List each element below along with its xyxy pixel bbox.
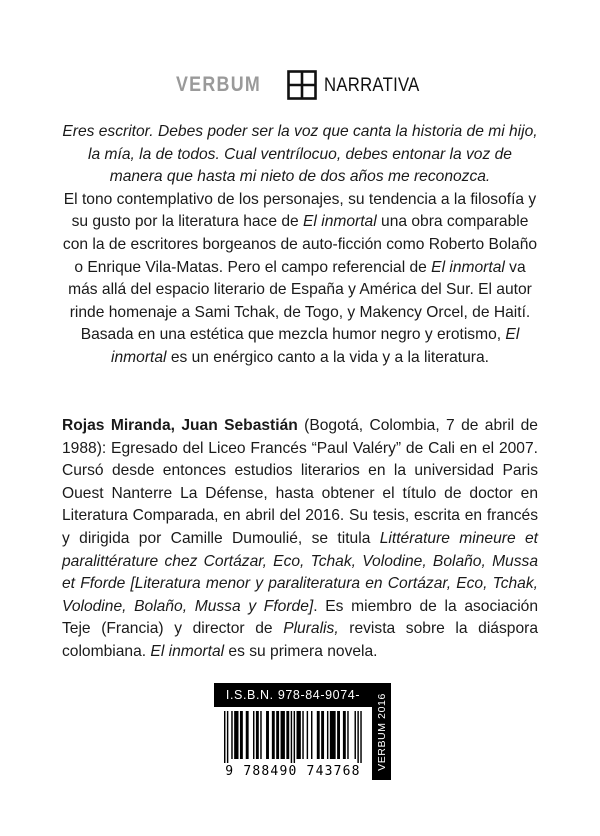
barcode-bar — [227, 711, 228, 763]
blurb-text: va más allá del espacio literario de España y América del Sur. El autor rinde homenaje a Sami Tchak, de Togo, y Makency Orcel, de Haití. — [68, 258, 532, 321]
barcode-bar — [355, 711, 356, 759]
barcode-bar — [256, 711, 259, 759]
collection-name: NARRATIVA — [324, 75, 420, 96]
barcode-bars — [220, 711, 366, 763]
barcode-bar — [347, 711, 348, 759]
barcode-bar — [234, 711, 238, 759]
barcode-bar — [357, 711, 358, 763]
publisher-year-text: VERBUM 2016 — [375, 692, 388, 771]
bio-text: revista sobre la diáspora colombiana. — [62, 620, 538, 660]
barcode-bar — [286, 711, 289, 759]
barcode-bar — [253, 711, 254, 759]
barcode-bar — [360, 711, 361, 763]
barcode-bar — [321, 711, 324, 759]
author-bio — [62, 415, 538, 664]
barcode-bar — [266, 711, 269, 759]
barcode-bar — [260, 711, 261, 759]
blurb-paragraph-2 — [62, 189, 538, 325]
author-name: Rojas Miranda, Juan Sebastián — [62, 417, 298, 434]
window-grid-icon — [287, 70, 317, 100]
blurb-text: una obra comparable con la de escritores borgeanos de auto-ficción como Roberto Bolaño o Enrique Vila-Matas. Pero el campo referencial de — [62, 213, 538, 276]
bio-paragraph — [62, 415, 538, 664]
barcode-bar — [272, 711, 275, 759]
back-cover-blurb — [62, 121, 538, 370]
barcode-bar — [337, 711, 340, 759]
blurb-paragraph-3 — [62, 324, 538, 369]
publisher-year-label — [372, 683, 391, 780]
magazine-title: Pluralis, — [283, 620, 339, 638]
bio-text: . Es miembro de la asociación Teje (Francia) y director de — [62, 597, 539, 638]
barcode-bar — [343, 711, 346, 759]
thesis-title: Littérature mineure et paralittérature chez Cortázar, Eco, Tchak, Volodine, Bolaño, Mussa et Fforde [Literatura menor y paraliteratura en Cortázar, Eco, Tchak, Volodine, Bolaño, Mussa y Fforde] — [62, 529, 539, 615]
barcode-bar — [281, 711, 285, 759]
barcode-bar — [297, 711, 301, 759]
blurb-text: El tono contemplativo de los personajes, su tendencia a la filosofía y su gusto por la literatura hace de — [63, 190, 537, 231]
barcode-bar — [311, 711, 312, 759]
barcode-bar — [327, 711, 328, 759]
isbn-label: I.S.B.N. 978-84-9074- — [214, 683, 372, 707]
book-title: El inmortal — [111, 326, 520, 366]
header — [0, 66, 600, 106]
barcode-bar — [240, 711, 243, 759]
barcode — [214, 707, 372, 780]
book-title: El inmortal — [303, 213, 377, 231]
barcode-bar — [291, 711, 292, 763]
barcode-bar — [330, 711, 336, 759]
blurb-text: es un enérgico canto a la vida y a la literatura. — [166, 348, 489, 366]
barcode-bar — [276, 711, 279, 759]
quote-text: Eres escritor. Debes poder ser la voz que canta la historia de mi hijo, la mía, la de todos. Cual ventrílocuo, debes entonar la voz de manera que hasta mi nieto de dos años me reconozca. — [62, 123, 538, 186]
publisher-name: VERBUM — [176, 73, 262, 96]
barcode-bar — [317, 711, 320, 759]
book-title: El inmortal — [150, 642, 225, 660]
isbn-barcode-block — [214, 683, 391, 780]
barcode-bar — [307, 711, 308, 759]
book-title: El inmortal — [431, 258, 505, 276]
barcode-bar — [231, 711, 232, 759]
bio-text: (Bogotá, Colombia, 7 de abril de 1988): Egresado del Liceo Francés “Paul Valéry” de Cali en el 2007. Cursó desde entonces estudios literarios en la universidad Paris Ouest Nanterre La Défense, hasta obtener el título de doctor en Literatura Comparada, en abril del 2016. Su tesis, escrita en francés y dirigida por Camille Dumoulié, se titula — [62, 417, 538, 547]
barcode-bar — [246, 711, 249, 759]
bio-text: es su primera novela. — [224, 642, 378, 660]
barcode-digits: 9 788490 743768 — [225, 764, 361, 779]
barcode-bar — [224, 711, 225, 763]
barcode-bar — [302, 711, 303, 759]
opening-quote — [62, 121, 538, 189]
blurb-text: Basada en una estética que mezcla humor negro y erotismo, — [80, 326, 506, 344]
barcode-bar — [294, 711, 295, 763]
